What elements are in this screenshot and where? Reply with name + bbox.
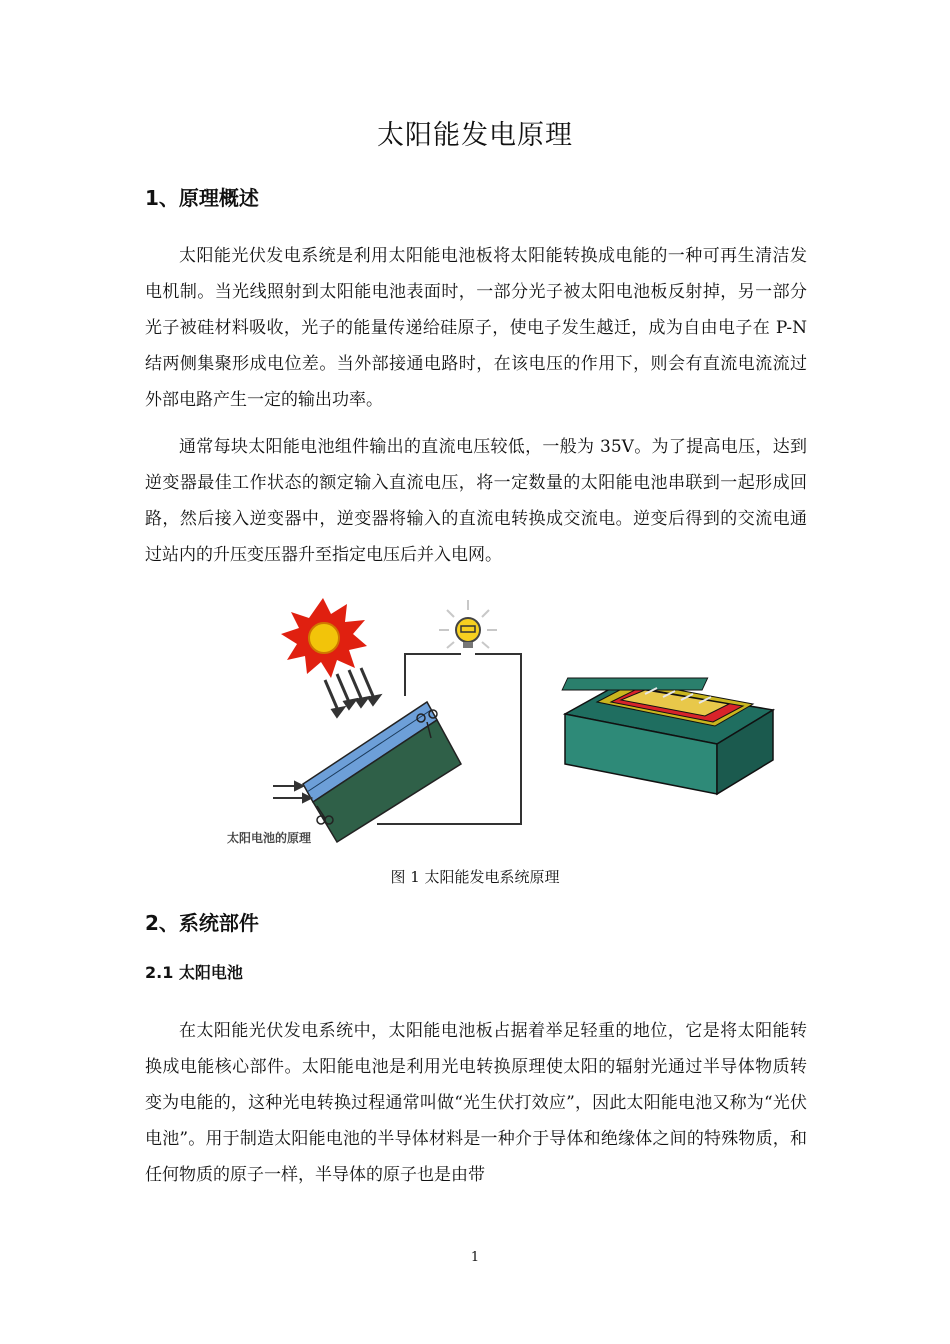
pn-junction-block-illustration xyxy=(562,678,773,794)
paragraph-overview-2: 通常每块太阳能电池组件输出的直流电压较低，一般为 35V。为了提高电压，达到逆变器最佳工作状态的额定输入直流电压，将一定数量的太阳能电池串联到一起形成回路，然后接入逆变器中，逆变器将输入的直流电转换成交流电。逆变后得到的交流电通过站内的升压变压器升至指定电压后并入电网。 xyxy=(145,437,807,565)
section-heading-components: 2、系统部件 xyxy=(145,911,259,935)
paragraph-solar-cell: 在太阳能光伏发电系统中，太阳能电池板占据着举足轻重的地位，它是将太阳能转换成电能核心部件。太阳能电池是利用光电转换原理使太阳的辐射光通过半导体物质转变为电能的，这种光电转换过程通常叫做“光生伏打效应”，因此太阳能电池又称为“光伏电池”。用于制造太阳能电池的半导体材料是一种介于导体和绝缘体之间的特殊物质，和任何物质的原子一样，半导体的原子也是由带 xyxy=(145,1021,807,1185)
light-bulb-icon xyxy=(439,600,497,648)
sun-icon xyxy=(281,598,367,678)
figure-caption: 图 1 太阳能发电系统原理 xyxy=(390,868,560,886)
subsection-heading-solar-cell: 2.1 太阳电池 xyxy=(145,963,243,982)
paragraph-overview-1: 太阳能光伏发电系统是利用太阳能电池板将太阳能转换成电能的一种可再生清洁发电机制。当光线照射到太阳能电池表面时，一部分光子被太阳电池板反射掉，另一部分光子被硅材料吸收，光子的能量传递给硅原子，使电子发生越迁，成为自由电子在 P-N 结两侧集聚形成电位差。当外部接通电路时，在该电压的作用下，则会有直流电流流过外部电路产生一定的输出功率。 xyxy=(145,246,807,410)
light-rays-icon xyxy=(325,668,379,716)
solar-cell-slab xyxy=(303,702,461,842)
solar-system-figure xyxy=(225,598,795,853)
document-title: 太阳能发电原理 xyxy=(377,120,573,151)
section-heading-overview: 1、原理概述 xyxy=(145,186,259,210)
circuit-wire xyxy=(405,654,461,696)
figure-inner-label: 太阳电池的原理 xyxy=(227,831,312,845)
page-number: 1 xyxy=(470,1250,480,1265)
